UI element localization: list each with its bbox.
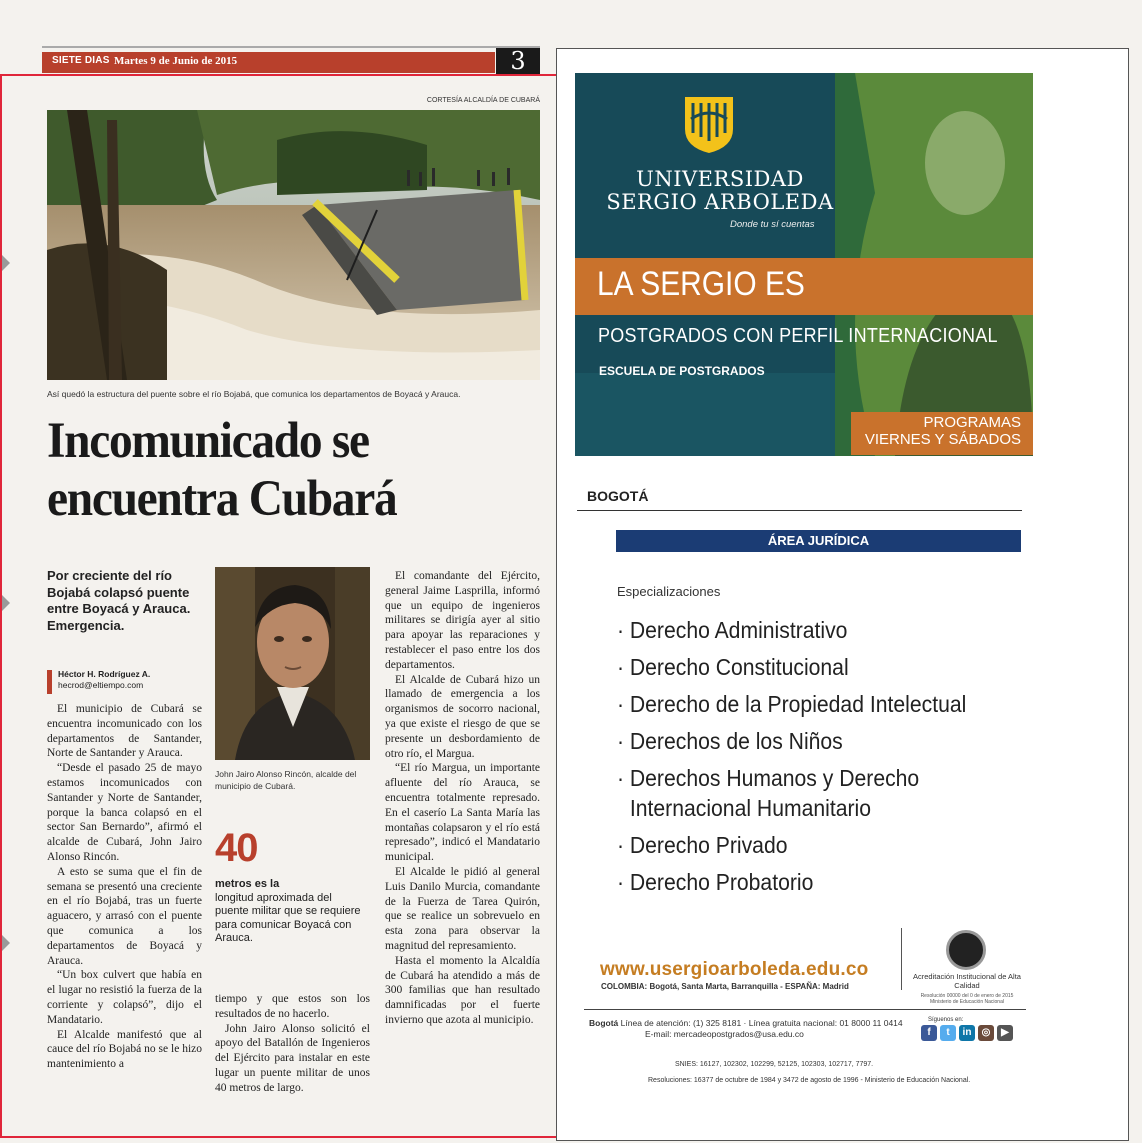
website-link[interactable]: www.usergioarboleda.edu.co: [600, 959, 869, 980]
collapsed-bridge-illustration: [47, 110, 540, 380]
author-accent-bar: [47, 670, 52, 694]
social-icons: [921, 1025, 1013, 1041]
accreditation-seal-icon: [946, 930, 986, 970]
paragraph: tiempo y que estos son los resultados de no hacerlo.: [215, 993, 370, 1020]
contact-info: [589, 1018, 903, 1040]
linkedin-icon[interactable]: in: [959, 1025, 975, 1041]
ad-city: BOGOTÁ: [587, 488, 649, 504]
top-rule: [42, 46, 540, 48]
lead-summary: Por creciente del río Bojabá colapsó puente entre Boyacá y Arauca. Emergencia.: [47, 568, 191, 633]
article-column-1: [47, 702, 202, 1072]
youtube-icon[interactable]: ▶: [997, 1025, 1013, 1041]
photo-caption: Así quedó la estructura del puente sobre el río Bojabá, que comunica los departamentos de Boyacá y Arauca.: [47, 389, 461, 399]
article-column-3: [385, 569, 540, 1028]
stat-text: longitud aproximada del puente militar que se requiere para comunicar Boyacá con Arauca.: [215, 891, 361, 944]
divider: [577, 510, 1022, 511]
list-item: · Derecho Constitucional: [617, 654, 849, 680]
divider: [901, 928, 902, 990]
ministry-resolutions: Resoluciones: 16377 de octubre de 1984 y 3472 de agosto de 1996 - Ministerio de Educación Nacional.: [648, 1077, 971, 1084]
instagram-icon[interactable]: ◎: [978, 1025, 994, 1041]
university-name-line1: UNIVERSIDAD: [636, 167, 804, 191]
list-item: · Derechos de los Niños: [617, 728, 843, 754]
specializations-list: [617, 615, 1017, 904]
author-name: Héctor H. Rodríguez A.: [58, 669, 151, 679]
paragraph: “Desde el pasado 25 de mayo estamos incomunicados con Santander y Norte de Santander, porque la banca colapsó en el sector San Bernardo”, afirmó el alcalde de Cubará, John Jairo Alonso Rincón.: [47, 762, 202, 863]
mayor-portrait: [215, 567, 370, 760]
list-item: · Derecho Probatorio: [617, 869, 814, 895]
specialization-name: Derecho Privado: [629, 832, 788, 858]
page-number: 3: [496, 48, 540, 74]
ad-school: ESCUELA DE POSTGRADOS: [599, 364, 765, 378]
stat-description: [215, 878, 365, 946]
accreditation-resolution: Resolución 00000 del 0 de enero de 2015 Ministerio de Educación Nacional: [920, 993, 1014, 1005]
programs-line2: VIERNES Y SÁBADOS: [864, 431, 1021, 448]
article-column-2: [215, 992, 370, 1096]
paragraph: El Alcalde de Cubará hizo un llamado de emergencia a los organismos de socorro nacional, ya que existe el riesgo de que se presente un desbordamiento de otro río, el Margua.: [385, 673, 540, 760]
paragraph: Hasta el momento la Alcaldía de Cubará ha atendido a más de 300 familias que han resultado damnificadas por el fuerte invierno que azota al municipio.: [385, 954, 540, 1026]
section-header: [42, 52, 495, 73]
list-item: · Derecho Privado: [617, 832, 788, 858]
specialization-name: Derecho Administrativo: [629, 617, 848, 643]
stat-bold-text: metros es la: [215, 878, 280, 890]
divider: [584, 1009, 1026, 1010]
paragraph: “Un box culvert que había en el lugar no resistió la fuerza de la corriente y colapsó”, dijo el Mandatario.: [47, 969, 202, 1026]
facebook-icon[interactable]: f: [921, 1025, 937, 1041]
author-byline: [58, 669, 150, 691]
programs-badge: [851, 412, 1033, 455]
twitter-icon[interactable]: t: [940, 1025, 956, 1041]
university-crest-icon: [681, 93, 737, 155]
specialization-name: Derecho Constitucional: [629, 654, 849, 680]
paragraph: El municipio de Cubará se encuentra incomunicado con los departamentos de Santander, Norte de Santander y Arauca.: [47, 703, 202, 760]
university-slogan: Donde tu sí cuentas: [730, 219, 815, 230]
list-item: · Derechos Humanos y Derecho Internacional Humanitario: [617, 765, 920, 821]
follow-label: Síguenos en:: [928, 1017, 964, 1023]
campus-cities: COLOMBIA: Bogotá, Santa Marta, Barranquilla - ESPAÑA: Madrid: [601, 982, 849, 991]
list-item: · Derecho de la Propiedad Intelectual: [617, 691, 967, 717]
programs-line1: PROGRAMAS: [923, 414, 1021, 431]
specialization-name: Derecho de la Propiedad Intelectual: [629, 691, 967, 717]
stat-number: 40: [215, 826, 258, 870]
specialization-name: Derechos Humanos y Derecho Internacional Humanitario: [629, 765, 920, 821]
author-email: hecrod@eltiempo.com: [58, 680, 144, 690]
contact-phones: Línea de atención: (1) 325 8181 · Línea gratuita nacional: 01 8000 11 0414: [620, 1018, 903, 1028]
ad-headline: LA SERGIO ES: [597, 265, 805, 303]
accreditation-text: Acreditación Institucional de Alta Calidad: [913, 972, 1021, 990]
issue-date: Martes 9 de Junio de 2015: [114, 55, 238, 67]
paragraph: A esto se suma que el fin de semana se presentó una creciente en el río Bojabá, tras un fuerte aguacero, y arrasó con el puente que comunica a los departamentos de Boyacá y Arauca.: [47, 865, 202, 967]
snies-codes: SNIES: 16127, 102302, 102299, 52125, 102303, 102717, 7797.: [675, 1061, 874, 1068]
ad-subheadline: POSTGRADOS CON PERFIL INTERNACIONAL: [598, 325, 998, 347]
headline: Incomunicado se encuentra Cubará: [47, 413, 397, 527]
university-name-line2: SERGIO ARBOLEDA: [606, 190, 834, 214]
contact-city: Bogotá: [589, 1018, 619, 1028]
specialization-name: Derecho Probatorio: [629, 869, 814, 895]
section-brand: SIETE DIAS: [52, 55, 110, 66]
specialization-name: Derechos de los Niños: [629, 728, 843, 754]
paragraph: John Jairo Alonso solicitó el apoyo del Batallón de Ingenieros del Ejército para instalar en este lugar un puente militar de unos 40 metros de largo.: [215, 1022, 370, 1094]
specializations-label: Especializaciones: [617, 584, 721, 599]
portrait-caption: John Jairo Alonso Rincón, alcalde del municipio de Cubará.: [215, 769, 357, 791]
paragraph: El Alcalde le pidió al general Luis Danilo Murcia, comandante de la Fuerza de Tarea Quirón, que se realice un sobrevuelo en esta zona para observar la magnitud del represamiento.: [385, 865, 540, 952]
paragraph: El comandante del Ejército, general Jaime Lasprilla, informó que un equipo de ingenieros militares se dirigía ayer al sitio para apoyar las reparaciones y restablecer el paso entre los dos departamentos.: [385, 570, 540, 671]
contact-email[interactable]: E-mail: mercadeopostgrados@usa.edu.co: [645, 1029, 804, 1039]
portrait-illustration: [215, 567, 370, 760]
list-item: · Derecho Administrativo: [617, 617, 848, 643]
bridge-photo: [47, 110, 540, 380]
area-banner: ÁREA JURÍDICA: [616, 530, 1021, 552]
paragraph: “El río Margua, un importante afluente del río Arauca, se encuentra totalmente represado. En el caserío La Santa María las montañas colapsaron y el río está represado”, indicó el Mandatario municipal.: [385, 762, 540, 864]
photo-credit: CORTESÍA ALCALDÍA DE CUBARÁ: [426, 97, 540, 104]
paragraph: El Alcalde manifestó que al cauce del río Bojabá no se le hizo mantenimiento a: [47, 1028, 202, 1071]
